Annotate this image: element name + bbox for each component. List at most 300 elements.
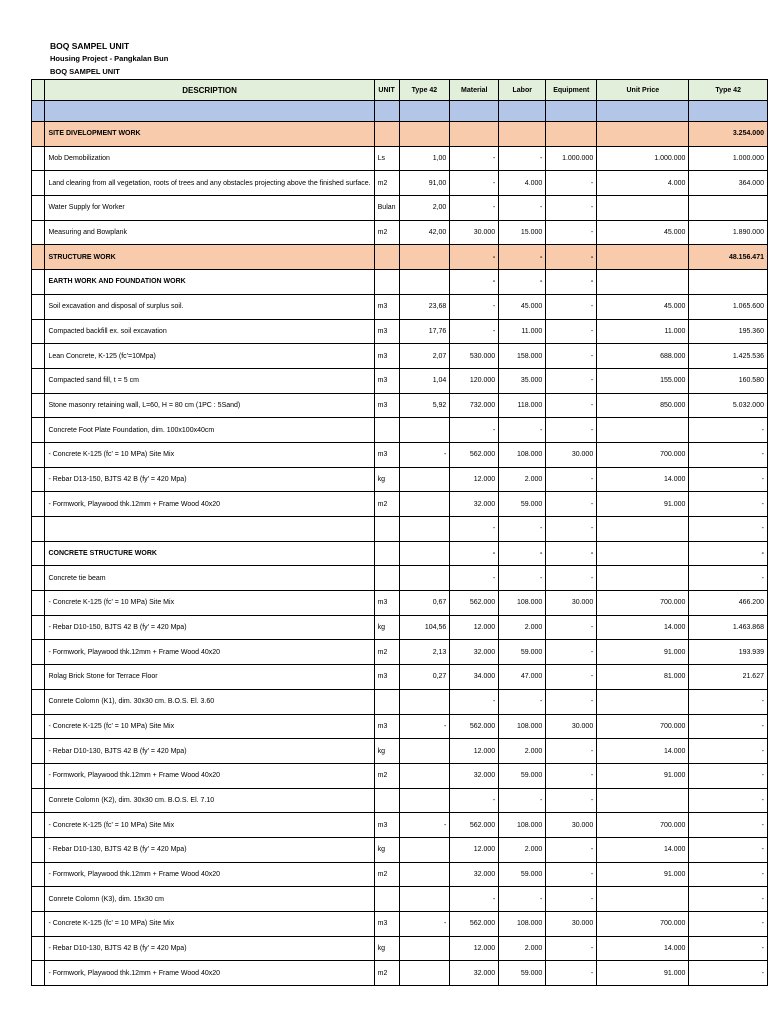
- labor-cell: [499, 101, 546, 122]
- equipment-cell: -: [546, 862, 597, 887]
- quantity-cell: 42,00: [399, 220, 450, 245]
- table-row: [32, 101, 768, 122]
- description-cell: - Concrete K-125 (fc' = 10 MPa) Site Mix: [45, 442, 374, 467]
- unit-cell: [374, 245, 399, 270]
- total-cell: 5.032.000: [689, 393, 768, 418]
- table-row: [32, 591, 768, 616]
- row-number-cell: [32, 368, 45, 393]
- unit-price-cell: 45.000: [597, 220, 689, 245]
- total-cell: -: [689, 714, 768, 739]
- unit-price-cell: 81.000: [597, 665, 689, 690]
- description-cell: [45, 101, 374, 122]
- description-cell: Measuring and Bowplank: [45, 220, 374, 245]
- table-row: [32, 813, 768, 838]
- quantity-cell: [399, 763, 450, 788]
- total-cell: -: [689, 788, 768, 813]
- row-number-cell: [32, 714, 45, 739]
- unit-price-cell: [597, 245, 689, 270]
- equipment-cell: -: [546, 220, 597, 245]
- unit-price-cell: [597, 122, 689, 147]
- description-cell: - Concrete K-125 (fc' = 10 MPa) Site Mix: [45, 714, 374, 739]
- unit-price-cell: [597, 689, 689, 714]
- labor-cell: [499, 122, 546, 147]
- labor-cell: 118.000: [499, 393, 546, 418]
- quantity-cell: 1,00: [399, 146, 450, 171]
- row-number-cell: [32, 344, 45, 369]
- labor-cell: 59.000: [499, 763, 546, 788]
- material-cell: 12.000: [450, 837, 499, 862]
- unit-price-cell: 91.000: [597, 763, 689, 788]
- row-number-cell: [32, 615, 45, 640]
- description-cell: - Concrete K-125 (fc' = 10 MPa) Site Mix: [45, 813, 374, 838]
- row-number-cell: [32, 887, 45, 912]
- table-row: [32, 122, 768, 147]
- unit-cell: [374, 517, 399, 542]
- total-cell: -: [689, 467, 768, 492]
- equipment-cell: -: [546, 245, 597, 270]
- unit-cell: m2: [374, 492, 399, 517]
- material-cell: [450, 101, 499, 122]
- row-number-cell: [32, 689, 45, 714]
- total-cell: -: [689, 862, 768, 887]
- row-number-cell: [32, 492, 45, 517]
- description-cell: - Formwork, Playwood thk.12mm + Frame Wood 40x20: [45, 763, 374, 788]
- unit-price-cell: 155.000: [597, 368, 689, 393]
- material-cell: [450, 122, 499, 147]
- table-row: [32, 862, 768, 887]
- boq-body: [32, 101, 768, 986]
- quantity-cell: [399, 541, 450, 566]
- total-cell: -: [689, 936, 768, 961]
- material-cell: 30.000: [450, 220, 499, 245]
- total-cell: 21.627: [689, 665, 768, 690]
- table-row: [32, 146, 768, 171]
- description-cell: - Formwork, Playwood thk.12mm + Frame Wood 40x20: [45, 862, 374, 887]
- description-cell: Rolag Brick Stone for Terrace Floor: [45, 665, 374, 690]
- quantity-cell: [399, 517, 450, 542]
- total-cell: -: [689, 813, 768, 838]
- unit-cell: m3: [374, 591, 399, 616]
- quantity-cell: [399, 101, 450, 122]
- table-row: [32, 220, 768, 245]
- material-cell: -: [450, 418, 499, 443]
- description-cell: Stone masonry retaining wall, L=60, H = 80 cm (1PC : 5Sand): [45, 393, 374, 418]
- labor-cell: 2.000: [499, 837, 546, 862]
- description-cell: Land clearing from all vegetation, roots of trees and any obstacles projecting above the finished surface.: [45, 171, 374, 196]
- labor-cell: 35.000: [499, 368, 546, 393]
- description-cell: - Rebar D13-150, BJTS 42 B (fy' = 420 Mpa): [45, 467, 374, 492]
- material-cell: 562.000: [450, 591, 499, 616]
- quantity-cell: -: [399, 813, 450, 838]
- boq-table: [31, 79, 768, 986]
- unit-price-cell: [597, 101, 689, 122]
- labor-cell: 47.000: [499, 665, 546, 690]
- table-row: [32, 344, 768, 369]
- table-row: [32, 640, 768, 665]
- labor-cell: 108.000: [499, 714, 546, 739]
- material-cell: 12.000: [450, 615, 499, 640]
- unit-cell: m2: [374, 862, 399, 887]
- header-row: [32, 80, 768, 101]
- quantity-cell: [399, 739, 450, 764]
- quantity-cell: [399, 467, 450, 492]
- row-number-cell: [32, 763, 45, 788]
- quantity-cell: [399, 122, 450, 147]
- equipment-cell: 30.000: [546, 442, 597, 467]
- total-cell: 1.000.000: [689, 146, 768, 171]
- material-cell: -: [450, 146, 499, 171]
- quantity-cell: [399, 788, 450, 813]
- table-row: [32, 442, 768, 467]
- material-cell: 12.000: [450, 467, 499, 492]
- unit-price-cell: 11.000: [597, 319, 689, 344]
- unit-price-cell: 91.000: [597, 961, 689, 986]
- table-row: [32, 541, 768, 566]
- description-cell: Lean Concrete, K-125 (fc'=10Mpa): [45, 344, 374, 369]
- column-header-unit-price: Unit Price: [597, 80, 689, 101]
- description-cell: Water Supply for Worker: [45, 196, 374, 221]
- row-number-cell: [32, 442, 45, 467]
- equipment-cell: 30.000: [546, 714, 597, 739]
- column-header-material: Material: [450, 80, 499, 101]
- labor-cell: 158.000: [499, 344, 546, 369]
- table-row: [32, 517, 768, 542]
- quantity-cell: [399, 936, 450, 961]
- equipment-cell: -: [546, 319, 597, 344]
- equipment-cell: -: [546, 689, 597, 714]
- labor-cell: -: [499, 887, 546, 912]
- description-cell: - Formwork, Playwood thk.12mm + Frame Wood 40x20: [45, 640, 374, 665]
- unit-cell: [374, 566, 399, 591]
- unit-cell: [374, 689, 399, 714]
- unit-price-cell: 850.000: [597, 393, 689, 418]
- labor-cell: -: [499, 418, 546, 443]
- equipment-cell: -: [546, 344, 597, 369]
- material-cell: 562.000: [450, 912, 499, 937]
- description-cell: - Formwork, Playwood thk.12mm + Frame Wood 40x20: [45, 492, 374, 517]
- unit-cell: m3: [374, 368, 399, 393]
- unit-price-cell: 1.000.000: [597, 146, 689, 171]
- table-row: [32, 566, 768, 591]
- table-row: [32, 763, 768, 788]
- row-number-cell: [32, 101, 45, 122]
- row-number-cell: [32, 813, 45, 838]
- material-cell: 12.000: [450, 739, 499, 764]
- row-number-cell: [32, 220, 45, 245]
- row-number-cell: [32, 591, 45, 616]
- equipment-cell: -: [546, 763, 597, 788]
- material-cell: -: [450, 270, 499, 295]
- row-number-cell: [32, 418, 45, 443]
- table-row: [32, 615, 768, 640]
- unit-price-cell: [597, 541, 689, 566]
- equipment-cell: -: [546, 566, 597, 591]
- table-row: [32, 393, 768, 418]
- unit-cell: m3: [374, 714, 399, 739]
- labor-cell: 108.000: [499, 912, 546, 937]
- unit-price-cell: [597, 788, 689, 813]
- quantity-cell: 0,67: [399, 591, 450, 616]
- total-cell: [689, 270, 768, 295]
- labor-cell: 59.000: [499, 961, 546, 986]
- description-cell: Soil excavation and disposal of surplus soil.: [45, 294, 374, 319]
- material-cell: -: [450, 541, 499, 566]
- labor-cell: -: [499, 517, 546, 542]
- description-cell: Compacted sand fill, t = 5 cm: [45, 368, 374, 393]
- table-row: [32, 961, 768, 986]
- labor-cell: 59.000: [499, 640, 546, 665]
- total-cell: -: [689, 418, 768, 443]
- unit-price-cell: 91.000: [597, 640, 689, 665]
- unit-cell: [374, 887, 399, 912]
- description-cell: - Rebar D10-130, BJTS 42 B (fy' = 420 Mpa): [45, 936, 374, 961]
- labor-cell: -: [499, 146, 546, 171]
- unit-cell: m3: [374, 442, 399, 467]
- labor-cell: 45.000: [499, 294, 546, 319]
- material-cell: 32.000: [450, 640, 499, 665]
- column-header-quantity: Type 42: [399, 80, 450, 101]
- quantity-cell: [399, 270, 450, 295]
- row-number-cell: [32, 541, 45, 566]
- equipment-cell: -: [546, 294, 597, 319]
- unit-price-cell: 91.000: [597, 492, 689, 517]
- labor-cell: -: [499, 788, 546, 813]
- material-cell: -: [450, 517, 499, 542]
- row-number-cell: [32, 961, 45, 986]
- row-number-cell: [32, 837, 45, 862]
- quantity-cell: 23,68: [399, 294, 450, 319]
- description-cell: STRUCTURE WORK: [45, 245, 374, 270]
- document-subtitle: BOQ SAMPEL UNIT: [50, 67, 120, 76]
- equipment-cell: -: [546, 196, 597, 221]
- table-row: [32, 418, 768, 443]
- unit-cell: [374, 101, 399, 122]
- description-cell: Conrete Colomn (K1), dim. 30x30 cm. B.O.S. El. 3.60: [45, 689, 374, 714]
- description-cell: - Concrete K-125 (fc' = 10 MPa) Site Mix: [45, 591, 374, 616]
- material-cell: -: [450, 171, 499, 196]
- equipment-cell: -: [546, 739, 597, 764]
- equipment-cell: 30.000: [546, 912, 597, 937]
- unit-cell: [374, 122, 399, 147]
- description-cell: Conrete Colomn (K2), dim. 30x30 cm. B.O.S. El. 7.10: [45, 788, 374, 813]
- total-cell: -: [689, 739, 768, 764]
- total-cell: -: [689, 517, 768, 542]
- equipment-cell: -: [546, 171, 597, 196]
- material-cell: 530.000: [450, 344, 499, 369]
- total-cell: -: [689, 961, 768, 986]
- unit-cell: kg: [374, 936, 399, 961]
- unit-price-cell: [597, 566, 689, 591]
- total-cell: 3.254.000: [689, 122, 768, 147]
- total-cell: 466.200: [689, 591, 768, 616]
- column-header: [32, 80, 45, 101]
- material-cell: 562.000: [450, 813, 499, 838]
- unit-price-cell: 45.000: [597, 294, 689, 319]
- equipment-cell: -: [546, 961, 597, 986]
- unit-price-cell: [597, 270, 689, 295]
- row-number-cell: [32, 393, 45, 418]
- table-row: [32, 739, 768, 764]
- equipment-cell: -: [546, 467, 597, 492]
- row-number-cell: [32, 912, 45, 937]
- unit-cell: kg: [374, 837, 399, 862]
- total-cell: 1.463.868: [689, 615, 768, 640]
- unit-price-cell: 700.000: [597, 442, 689, 467]
- unit-price-cell: 14.000: [597, 467, 689, 492]
- row-number-cell: [32, 245, 45, 270]
- unit-price-cell: 700.000: [597, 714, 689, 739]
- quantity-cell: 1,04: [399, 368, 450, 393]
- quantity-cell: 5,92: [399, 393, 450, 418]
- row-number-cell: [32, 665, 45, 690]
- equipment-cell: -: [546, 270, 597, 295]
- equipment-cell: -: [546, 936, 597, 961]
- labor-cell: 108.000: [499, 813, 546, 838]
- description-cell: - Rebar D10-130, BJTS 42 B (fy' = 420 Mpa): [45, 837, 374, 862]
- row-number-cell: [32, 122, 45, 147]
- quantity-cell: [399, 961, 450, 986]
- table-row: [32, 171, 768, 196]
- column-header-equipment: Equipment: [546, 80, 597, 101]
- row-number-cell: [32, 146, 45, 171]
- description-cell: EARTH WORK AND FOUNDATION WORK: [45, 270, 374, 295]
- unit-cell: [374, 541, 399, 566]
- total-cell: -: [689, 912, 768, 937]
- unit-cell: m3: [374, 294, 399, 319]
- material-cell: -: [450, 294, 499, 319]
- unit-cell: m3: [374, 665, 399, 690]
- equipment-cell: -: [546, 517, 597, 542]
- unit-cell: [374, 788, 399, 813]
- material-cell: -: [450, 319, 499, 344]
- unit-cell: m2: [374, 961, 399, 986]
- equipment-cell: 30.000: [546, 813, 597, 838]
- unit-cell: m2: [374, 640, 399, 665]
- unit-cell: m3: [374, 912, 399, 937]
- unit-cell: kg: [374, 739, 399, 764]
- quantity-cell: 104,56: [399, 615, 450, 640]
- description-cell: Conrete Colomn (K3), dim. 15x30 cm: [45, 887, 374, 912]
- equipment-cell: -: [546, 492, 597, 517]
- material-cell: 562.000: [450, 714, 499, 739]
- unit-cell: m3: [374, 393, 399, 418]
- equipment-cell: -: [546, 393, 597, 418]
- unit-price-cell: 14.000: [597, 615, 689, 640]
- unit-price-cell: 700.000: [597, 591, 689, 616]
- quantity-cell: -: [399, 912, 450, 937]
- description-cell: - Rebar D10-150, BJTS 42 B (fy' = 420 Mpa): [45, 615, 374, 640]
- row-number-cell: [32, 171, 45, 196]
- table-row: [32, 887, 768, 912]
- quantity-cell: 2,00: [399, 196, 450, 221]
- table-row: [32, 467, 768, 492]
- description-cell: CONCRETE STRUCTURE WORK: [45, 541, 374, 566]
- table-row: [32, 665, 768, 690]
- quantity-cell: 2,13: [399, 640, 450, 665]
- unit-cell: m3: [374, 813, 399, 838]
- unit-price-cell: [597, 887, 689, 912]
- row-number-cell: [32, 936, 45, 961]
- quantity-cell: -: [399, 442, 450, 467]
- material-cell: 32.000: [450, 763, 499, 788]
- labor-cell: 2.000: [499, 467, 546, 492]
- material-cell: 732.000: [450, 393, 499, 418]
- unit-cell: m2: [374, 171, 399, 196]
- material-cell: -: [450, 245, 499, 270]
- description-cell: Concrete Foot Plate Foundation, dim. 100x100x40cm: [45, 418, 374, 443]
- unit-cell: kg: [374, 467, 399, 492]
- total-cell: 193.939: [689, 640, 768, 665]
- equipment-cell: -: [546, 418, 597, 443]
- total-cell: -: [689, 887, 768, 912]
- row-number-cell: [32, 862, 45, 887]
- total-cell: 1.065.600: [689, 294, 768, 319]
- equipment-cell: 30.000: [546, 591, 597, 616]
- total-cell: 1.425.536: [689, 344, 768, 369]
- labor-cell: 108.000: [499, 442, 546, 467]
- material-cell: 32.000: [450, 492, 499, 517]
- unit-cell: [374, 418, 399, 443]
- table-row: [32, 245, 768, 270]
- total-cell: -: [689, 442, 768, 467]
- unit-price-cell: [597, 196, 689, 221]
- row-number-cell: [32, 788, 45, 813]
- quantity-cell: 0,27: [399, 665, 450, 690]
- quantity-cell: -: [399, 714, 450, 739]
- material-cell: 32.000: [450, 961, 499, 986]
- unit-price-cell: 14.000: [597, 739, 689, 764]
- equipment-cell: 1.000.000: [546, 146, 597, 171]
- labor-cell: 4.000: [499, 171, 546, 196]
- unit-price-cell: 700.000: [597, 912, 689, 937]
- unit-price-cell: 688.000: [597, 344, 689, 369]
- unit-cell: m3: [374, 344, 399, 369]
- row-number-cell: [32, 739, 45, 764]
- equipment-cell: -: [546, 368, 597, 393]
- description-cell: - Formwork, Playwood thk.12mm + Frame Wood 40x20: [45, 961, 374, 986]
- labor-cell: 108.000: [499, 591, 546, 616]
- description-cell: Mob Demobilization: [45, 146, 374, 171]
- material-cell: 120.000: [450, 368, 499, 393]
- labor-cell: -: [499, 541, 546, 566]
- material-cell: -: [450, 788, 499, 813]
- column-header-description: DESCRIPTION: [45, 80, 374, 101]
- table-row: [32, 368, 768, 393]
- labor-cell: -: [499, 689, 546, 714]
- row-number-cell: [32, 270, 45, 295]
- labor-cell: 2.000: [499, 936, 546, 961]
- material-cell: 34.000: [450, 665, 499, 690]
- table-row: [32, 936, 768, 961]
- equipment-cell: -: [546, 615, 597, 640]
- equipment-cell: -: [546, 665, 597, 690]
- unit-cell: kg: [374, 615, 399, 640]
- total-cell: 1.890.000: [689, 220, 768, 245]
- unit-cell: Ls: [374, 146, 399, 171]
- table-row: [32, 788, 768, 813]
- table-row: [32, 270, 768, 295]
- description-cell: SITE DIVELOPMENT WORK: [45, 122, 374, 147]
- table-row: [32, 492, 768, 517]
- table-row: [32, 912, 768, 937]
- total-cell: -: [689, 689, 768, 714]
- quantity-cell: [399, 837, 450, 862]
- equipment-cell: -: [546, 788, 597, 813]
- labor-cell: 2.000: [499, 739, 546, 764]
- column-header-labor: Labor: [499, 80, 546, 101]
- equipment-cell: [546, 101, 597, 122]
- equipment-cell: -: [546, 837, 597, 862]
